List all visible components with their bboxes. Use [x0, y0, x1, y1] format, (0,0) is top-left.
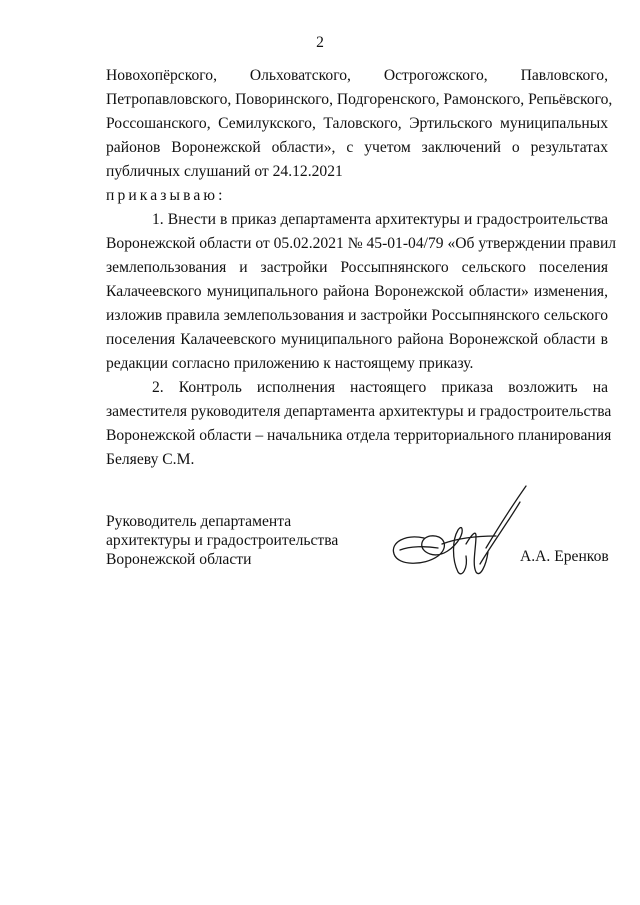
intro-line: Россошанского, Семилукского, Таловского, Эртильского муниципальных — [106, 115, 608, 132]
signatory-position — [106, 512, 338, 569]
item1-line: 1. Внести в приказ департамента архитектуры и градостроительства — [152, 211, 608, 228]
item1-line: Воронежской области от 05.02.2021 № 45-01-04/79 «Об утверждении правил — [106, 235, 617, 252]
item2-line: Воронежской области – начальника отдела территориального планирования — [106, 427, 612, 444]
position-line: архитектуры и градостроительства — [106, 532, 339, 549]
item2-line: Беляеву С.М. — [106, 451, 195, 468]
item2-line: заместителя руководителя департамента архитектуры и градостроительства — [106, 403, 612, 420]
order-word: приказываю: — [106, 187, 226, 204]
position-line: Воронежской области — [106, 551, 252, 568]
handwritten-signature — [380, 478, 540, 598]
signer-name: А.А. Еренков — [520, 548, 609, 565]
intro-line: районов Воронежской области», с учетом заключений о результатах — [106, 139, 608, 156]
intro-line: Новохопёрского, Ольховатского, Острогожского, Павловского, — [106, 67, 608, 84]
position-line: Руководитель департамента — [106, 513, 292, 530]
item1-line: Калачеевского муниципального района Воронежской области» изменения, — [106, 283, 608, 300]
item1-line: поселения Калачеевского муниципального района Воронежской области в — [106, 331, 608, 348]
item1-line: землепользования и застройки Россыпнянского сельского поселения — [106, 259, 608, 276]
item2-line: 2. Контроль исполнения настоящего приказа возложить на — [152, 379, 608, 396]
intro-line: Петропавловского, Поворинского, Подгоренского, Рамонского, Репьёвского, — [106, 91, 613, 108]
page-number: 2 — [316, 34, 324, 51]
intro-line: публичных слушаний от 24.12.2021 — [106, 163, 343, 180]
item1-line: изложив правила землепользования и застройки Россыпнянского сельского — [106, 307, 608, 324]
item1-line: редакции согласно приложению к настоящему приказу. — [106, 355, 474, 372]
